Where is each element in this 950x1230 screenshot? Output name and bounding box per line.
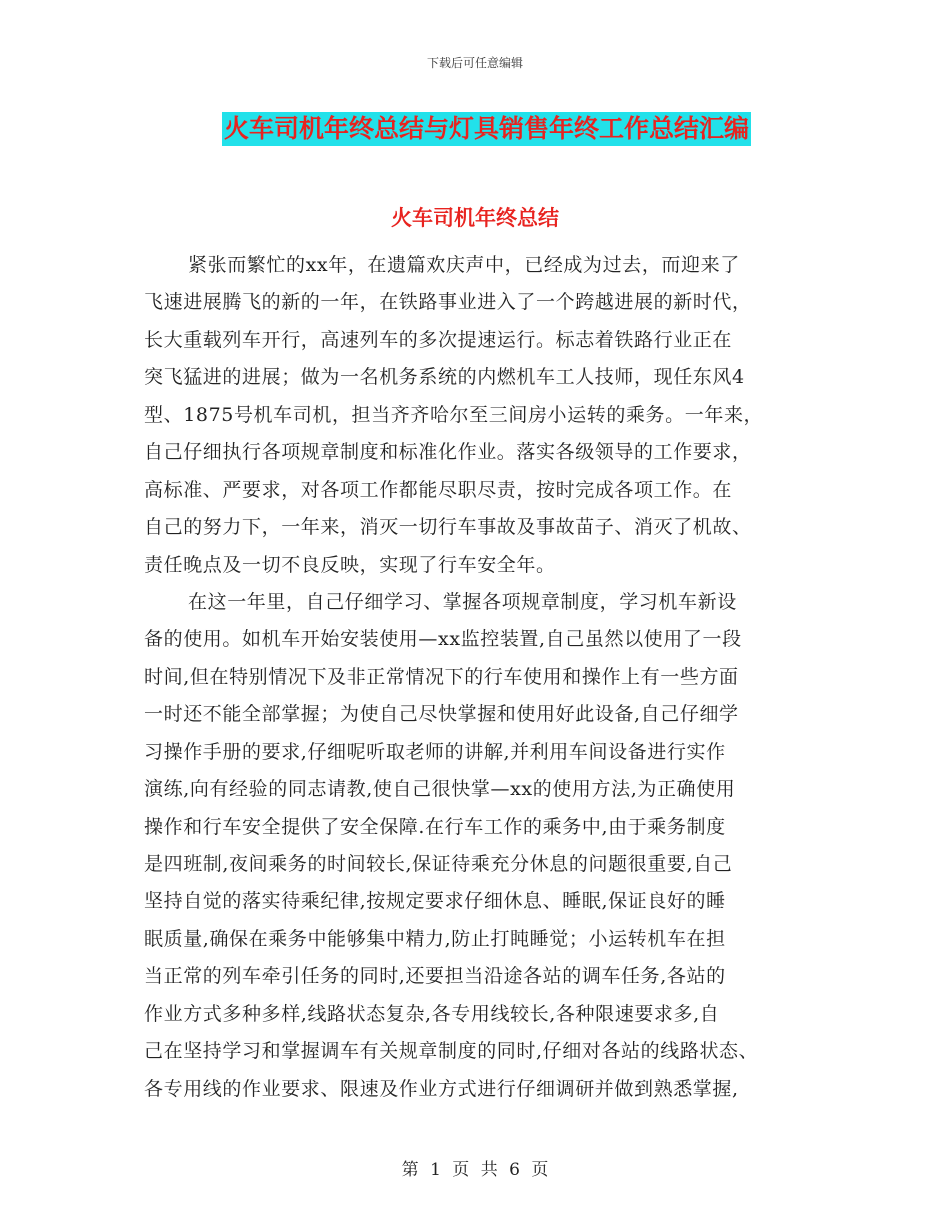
page-number-footer: 第 1 页 共 6 页 bbox=[401, 1160, 549, 1180]
paragraph-line: 突飞猛进的进展；做为一名机务系统的内燃机车工人技师，现任东风4 bbox=[144, 366, 745, 389]
paragraph-line: 自己仔细执行各项规章制度和标准化作业。落实各级领导的工作要求， bbox=[144, 441, 752, 464]
paragraph-line: 责任晚点及一切不良反映，实现了行车安全年。 bbox=[144, 553, 556, 576]
document-body bbox=[144, 247, 824, 1108]
paragraph-line: 眠质量,确保在乘务中能够集中精力,防止打盹睡觉；小运转机车在担 bbox=[144, 927, 726, 950]
page-header-note: 下载后可任意编辑 bbox=[426, 56, 523, 70]
document-main-title: 火车司机年终总结与灯具销售年终工作总结汇编 bbox=[222, 112, 751, 146]
paragraph-line: 高标准、严要求，对各项工作都能尽职尽责，按时完成各项工作。在 bbox=[144, 478, 733, 501]
paragraph-line: 备的使用。如机车开始安装使用—xx监控装置,自己虽然以使用了一段 bbox=[144, 628, 742, 651]
paragraph-line: 一时还不能全部掌握；为使自己尽快掌握和使用好此设备,自己仔细学 bbox=[144, 703, 739, 726]
paragraph-line: 当正常的列车牵引任务的同时,还要担当沿途各站的调车任务,各站的 bbox=[144, 965, 726, 988]
paragraph-line: 型、1875号机车司机，担当齐齐哈尔至三间房小运转的乘务。一年来， bbox=[144, 403, 764, 426]
paragraph-line: 操作和行车安全提供了安全保障.在行车工作的乘务中,由于乘务制度 bbox=[144, 815, 726, 838]
paragraph-line: 作业方式多种多样,线路状态复杂,各专用线较长,各种限速要求多,自 bbox=[144, 1002, 720, 1025]
paragraph-line: 时间,但在特别情况下及非正常情况下的行车使用和操作上有一些方面 bbox=[144, 665, 739, 688]
paragraph-line: 坚持自觉的落实待乘纪律,按规定要求仔细休息、睡眠,保证良好的睡 bbox=[144, 890, 726, 913]
paragraph-line: 各专用线的作业要求、限速及作业方式进行仔细调研并做到熟悉掌握, bbox=[144, 1077, 739, 1100]
paragraph-line: 自己的努力下，一年来，消灭一切行车事故及事故苗子、消灭了机故、 bbox=[144, 516, 752, 539]
paragraph-line: 己在坚持学习和掌握调车有关规章制度的同时,仔细对各站的线路状态、 bbox=[144, 1040, 759, 1063]
paragraph-line: 飞速进展腾飞的新的一年，在铁路事业进入了一个跨越进展的新时代， bbox=[144, 291, 752, 314]
paragraph-line: 习操作手册的要求,仔细呢听取老师的讲解,并利用车间设备进行实作 bbox=[144, 740, 726, 763]
paragraph-line: 是四班制,夜间乘务的时间较长,保证待乘充分休息的问题很重要,自己 bbox=[144, 853, 733, 875]
paragraph-line: 演练,向有经验的同志请教,使自己很快掌—xx的使用方法,为正确使用 bbox=[144, 778, 736, 801]
paragraph-line: 长大重载列车开行，高速列车的多次提速运行。标志着铁路行业正在 bbox=[144, 328, 733, 351]
paragraph-line: 紧张而繁忙的xx年，在遗篇欢庆声中，已经成为过去，而迎来了 bbox=[188, 254, 740, 276]
section-title: 火车司机年终总结 bbox=[391, 206, 559, 230]
paragraph-line: 在这一年里，自己仔细学习、掌握各项规章制度，学习机车新设 bbox=[188, 590, 737, 613]
